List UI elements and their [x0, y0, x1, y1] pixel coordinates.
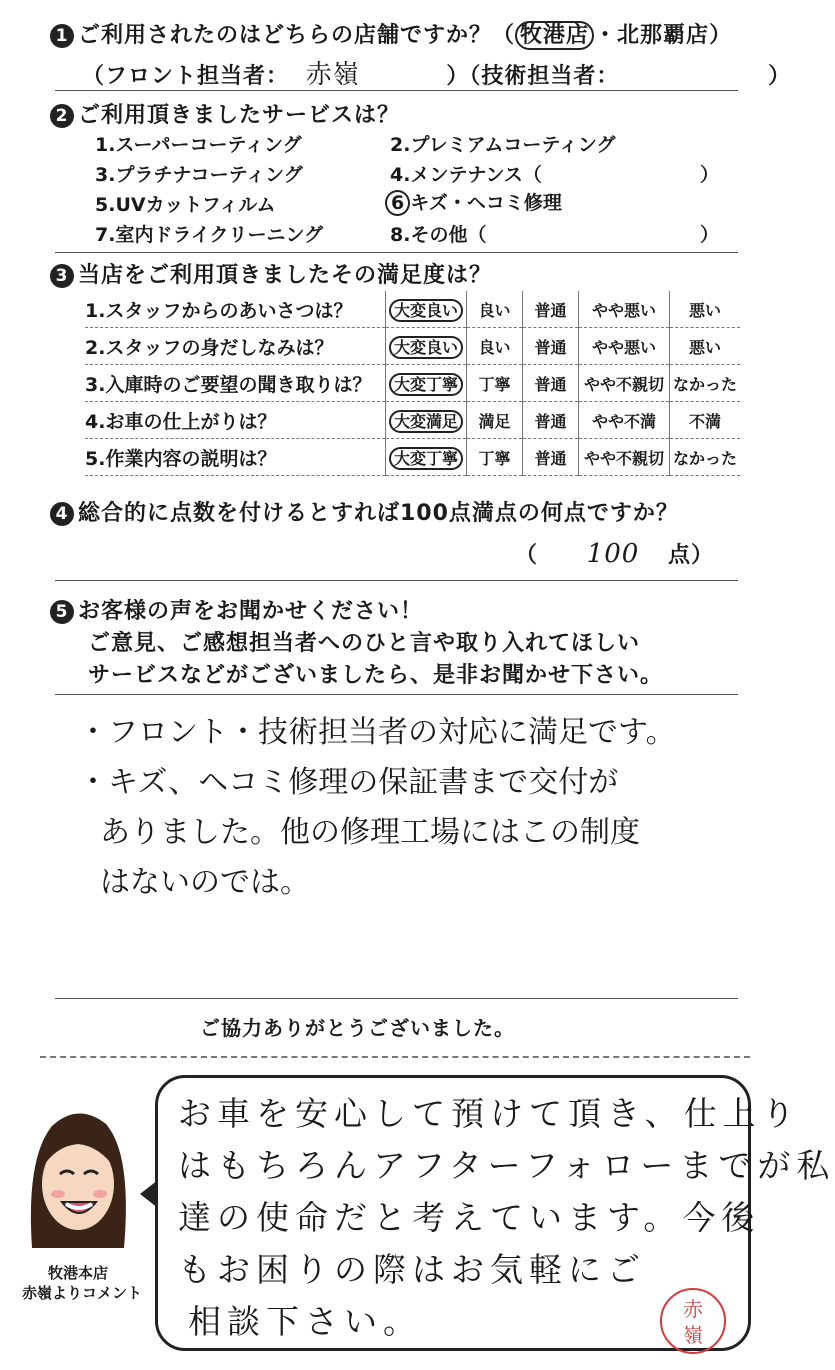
- table-row: 3.入庫時のご要望の聞き取りは？ 大変丁寧 丁寧 普通 やや不親切 なかった: [85, 365, 740, 402]
- comment-line: はもちろんアフターフォローまでが私: [178, 1146, 835, 1185]
- comment-line: 相談下さい。: [188, 1302, 422, 1341]
- service-2: 2.プレミアムコーティング: [390, 134, 616, 156]
- q5-line2: ご意見、ご感想担当者へのひと言や取り入れてほしい: [88, 631, 641, 656]
- paren-close: ）: [700, 164, 720, 186]
- answer-line: ・キズ、ヘコミ修理の保証書まで交付が: [78, 765, 619, 800]
- service-3: 3.プラチナコーティング: [95, 164, 303, 186]
- satisfaction-table: [85, 291, 740, 476]
- q4-title: 4 総合的に点数を付けるとすれば100点満点の何点ですか？: [50, 496, 679, 527]
- service-5: 5.UVカットフィルム: [95, 194, 276, 216]
- divider: [55, 998, 738, 999]
- service-1: 1.スーパーコーティング: [95, 134, 302, 156]
- selected-option: 大変丁寧: [389, 447, 463, 470]
- name-seal-stamp: 赤 嶺: [660, 1288, 726, 1354]
- q1-staff-line: （フロント担当者： 赤嶺 ）（技術担当者： ）: [82, 60, 792, 90]
- number-1-icon: 1: [50, 24, 74, 48]
- service-8: 8.その他（: [390, 224, 487, 246]
- divider: [55, 252, 738, 253]
- score-value: 100: [586, 539, 640, 569]
- store-makiminato-circled: 牧港店: [515, 21, 594, 50]
- comment-line: もお困りの際はお気軽にご: [178, 1250, 646, 1289]
- q4-score-line: （ 100 点）: [515, 539, 715, 569]
- divider: [55, 694, 738, 695]
- selected-option: 大変良い: [389, 299, 463, 322]
- staff-caption: 赤嶺よりコメント: [22, 1284, 143, 1302]
- table-row: 2.スタッフの身だしなみは？ 大変良い 良い 普通 やや悪い 悪い: [85, 328, 740, 365]
- number-4-icon: 4: [50, 502, 74, 526]
- q5-line3: サービスなどがございましたら、是非お聞かせ下さい。: [88, 663, 664, 688]
- number-2-icon: 2: [50, 104, 74, 128]
- answer-line: ・フロント・技術担当者の対応に満足です。: [78, 715, 676, 750]
- selected-option: 大変丁寧: [389, 373, 463, 396]
- cut-line: [40, 1056, 750, 1058]
- q3-title: 3 当店をご利用頂きましたその満足度は？: [50, 258, 492, 289]
- table-row: 1.スタッフからのあいさつは？ 大変良い 良い 普通 やや悪い 悪い: [85, 291, 740, 328]
- staff-store: 牧港本店: [48, 1264, 109, 1282]
- number-3-icon: 3: [50, 264, 74, 288]
- divider: [55, 90, 738, 91]
- divider: [55, 580, 738, 581]
- staff-portrait: [22, 1098, 134, 1258]
- selected-option: 大変良い: [389, 336, 463, 359]
- customer-answer: [78, 708, 676, 908]
- service-4: 4.メンテナンス（: [390, 164, 542, 186]
- store-kita-naha: 北那覇店: [617, 23, 710, 48]
- comment-line: お車を安心して預けて頂き、仕上り: [178, 1094, 801, 1133]
- table-row: 5.作業内容の説明は？ 大変丁寧 丁寧 普通 やや不親切 なかった: [85, 439, 740, 476]
- q5-title: 5 お客様の声をお聞かせください！: [50, 594, 423, 625]
- thanks-message: ご協力ありがとうございました。: [200, 1016, 515, 1040]
- service-6-selected: 6 キズ・ヘコミ修理: [385, 188, 562, 215]
- table-row: 4.お車の仕上がりは？ 大変満足 満足 普通 やや不満 不満: [85, 402, 740, 439]
- service-7: 7.室内ドライクリーニング: [95, 224, 324, 246]
- answer-line: ありました。他の修理工場にはこの制度: [100, 815, 640, 850]
- q2-title: 2 ご利用頂きましたサービスは？: [50, 98, 400, 129]
- selected-option: 大変満足: [389, 410, 463, 433]
- q1-title: 1 ご利用されたのはどちらの店舗ですか？（ 牧港店 ・北那覇店）: [50, 18, 732, 49]
- staff-comment: [178, 1088, 835, 1348]
- answer-line: はないのでは。: [100, 865, 310, 900]
- paren-close: ）: [700, 224, 720, 246]
- number-5-icon: 5: [50, 600, 74, 624]
- comment-line: 達の使命だと考えています。今後: [178, 1198, 761, 1237]
- front-staff-name: 赤嶺: [305, 60, 360, 90]
